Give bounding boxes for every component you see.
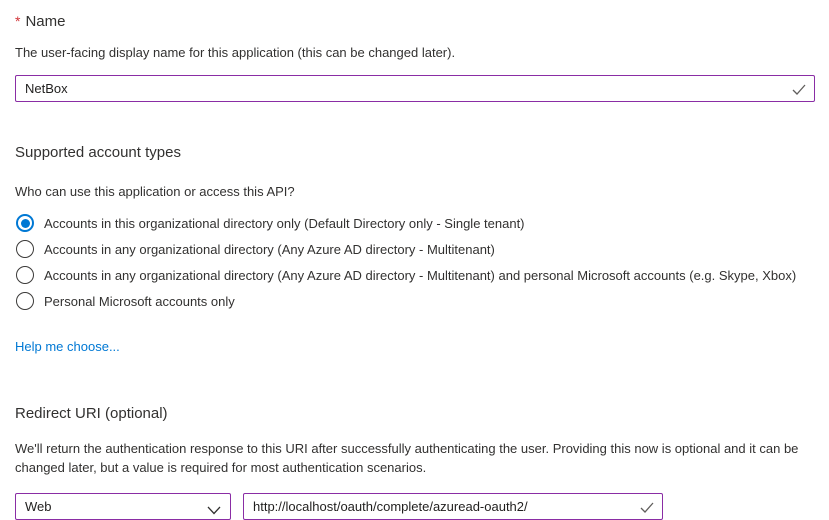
radio-button-icon[interactable]: [16, 214, 34, 232]
radio-option-label: Accounts in this organizational directory only (Default Directory only - Single tenant): [44, 215, 525, 231]
name-label-text: Name: [25, 13, 66, 30]
account-types-radio-group: [15, 210, 815, 314]
name-field-description: The user-facing display name for this application (this can be changed later).: [15, 45, 456, 60]
platform-select-value: Web: [25, 499, 52, 514]
name-input-wrap: [15, 75, 815, 102]
radio-option-single-tenant[interactable]: [15, 210, 815, 236]
radio-option-multitenant-personal[interactable]: [15, 262, 815, 288]
radio-option-multitenant[interactable]: [15, 236, 815, 262]
account-types-title: Supported account types: [15, 144, 181, 161]
help-me-choose-link[interactable]: Help me choose...: [15, 339, 120, 354]
radio-option-label: Accounts in any organizational directory (Any Azure AD directory - Multitenant) and personal Microsoft accounts (e.g. Skype, Xbox): [44, 267, 797, 283]
radio-button-icon[interactable]: [16, 266, 34, 284]
radio-button-icon[interactable]: [16, 292, 34, 310]
account-types-question: Who can use this application or access this API?: [15, 184, 295, 199]
redirect-uri-title: Redirect URI (optional): [15, 405, 168, 422]
radio-option-label: Personal Microsoft accounts only: [44, 293, 235, 309]
radio-button-icon[interactable]: [16, 240, 34, 258]
name-input[interactable]: [15, 75, 815, 102]
name-field-label: [15, 12, 815, 31]
redirect-uri-description: We'll return the authentication response to this URI after successfully authenticating the user. Providing this now is optional and it can be changed later, but a value is required for most authentication scenarios.: [15, 441, 799, 475]
radio-option-personal-only[interactable]: [15, 288, 815, 314]
radio-option-label: Accounts in any organizational directory (Any Azure AD directory - Multitenant): [44, 241, 495, 257]
required-asterisk: *: [15, 13, 21, 29]
